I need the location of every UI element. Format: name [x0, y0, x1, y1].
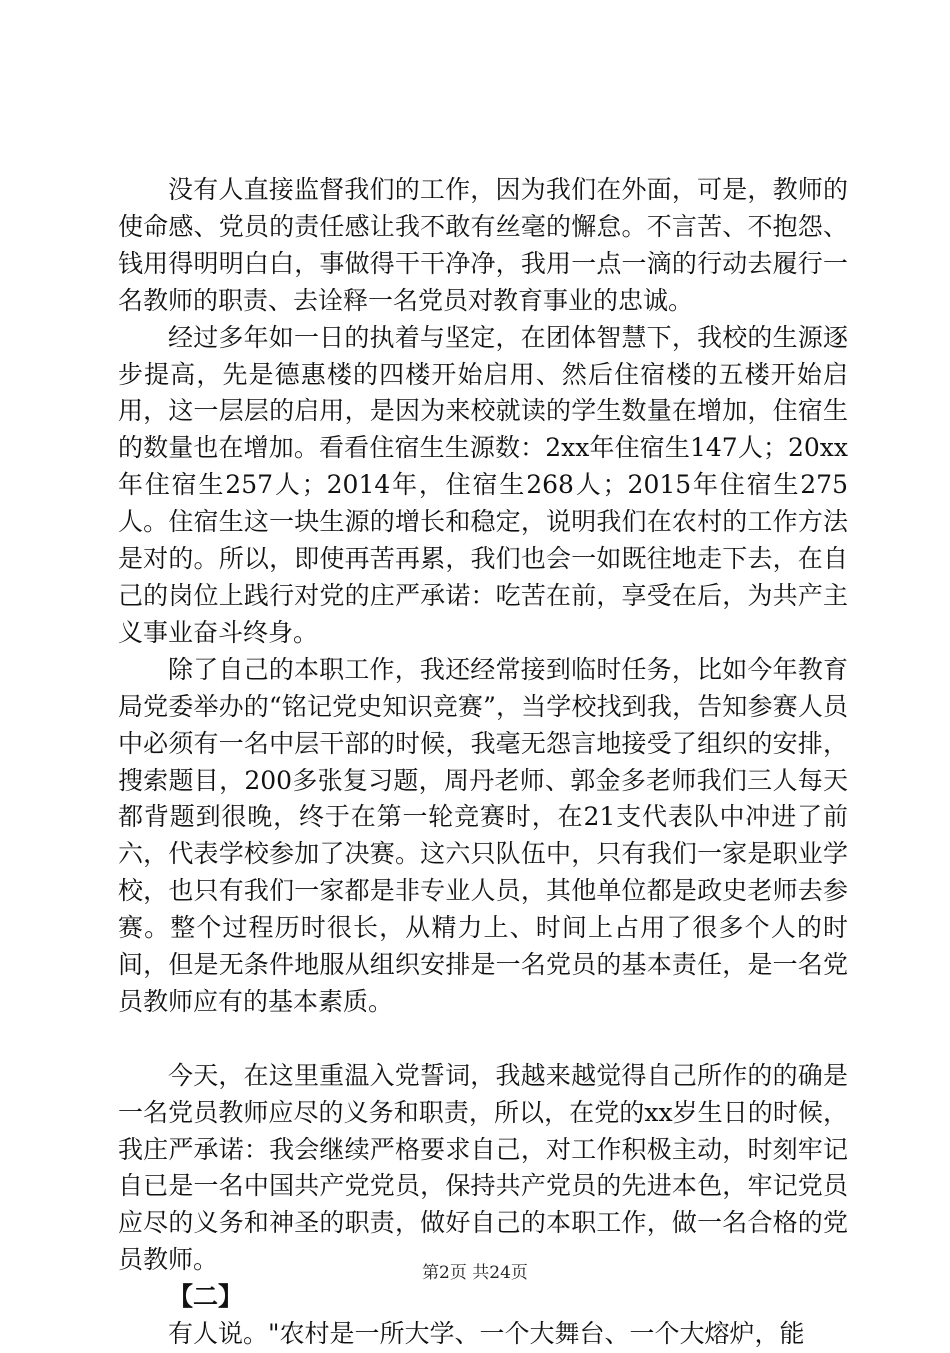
page-footer: 第2页 共24页	[422, 1263, 528, 1283]
paragraph-4: 今天，在这里重温入党誓词，我越来越觉得自己所作的的确是一名党员教师应尽的义务和职责，所以，在党的xx岁生日的时候，我庄严承诺：我会继续严格要求自己，对工作积极主动，时刻牢记自已是一名中国共产党党员，保持共产党员的先进本色，牢记党员应尽的义务和神圣的职责，做好自己的本职工作，做一名合格的党员教师。	[118, 1060, 848, 1275]
section-heading: 【二】	[168, 1282, 244, 1312]
paragraph-spacer	[118, 1021, 848, 1058]
document-body	[118, 172, 848, 1353]
paragraph-5: 有人说。"农村是一所大学、一个大舞台、一个大熔炉，能	[168, 1319, 805, 1349]
paragraph-1: 没有人直接监督我们的工作，因为我们在外面，可是，教师的使命感、党员的责任感让我不敢有丝毫的懈怠。不言苦、不抱怨、钱用得明明白白，事做得干干净净，我用一点一滴的行动去履行一名教师的职责、去诠释一名党员对教育事业的忠诚。	[118, 175, 848, 315]
paragraph-3: 除了自己的本职工作，我还经常接到临时任务，比如今年教育局党委举办的“铭记党史知识竞赛”，当学校找到我，告知参赛人员中必须有一名中层干部的时候，我毫无怨言地接受了组织的安排，搜索题目，200多张复习题，周丹老师、郭金多老师我们三人每天都背题到很晚，终于在第一轮竞赛时，在21支代表队中冲进了前六，代表学校参加了决赛。这六只队伍中，只有我们一家是职业学校，也只有我们一家都是非专业人员，其他单位都是政史老师去参赛。整个过程历时很长，从精力上、时间上占用了很多个人的时间，但是无条件地服从组织安排是一名党员的基本责任，是一名党员教师应有的基本素质。	[118, 654, 848, 1016]
paragraph-2: 经过多年如一日的执着与坚定，在团体智慧下，我校的生源逐步提高，先是德惠楼的四楼开始启用、然后住宿楼的五楼开始启用，这一层层的启用，是因为来校就读的学生数量在增加，住宿生的数量也在增加。看看住宿生生源数：2xx年住宿生147人；20xx年住宿生257人；2014年，住宿生268人；2015年住宿生275人。住宿生这一块生源的增长和稳定，说明我们在农村的工作方法是对的。所以，即使再苦再累，我们也会一如既往地走下去，在自己的岗位上践行对党的庄严承诺：吃苦在前，享受在后，为共产主义事业奋斗终身。	[118, 322, 848, 647]
